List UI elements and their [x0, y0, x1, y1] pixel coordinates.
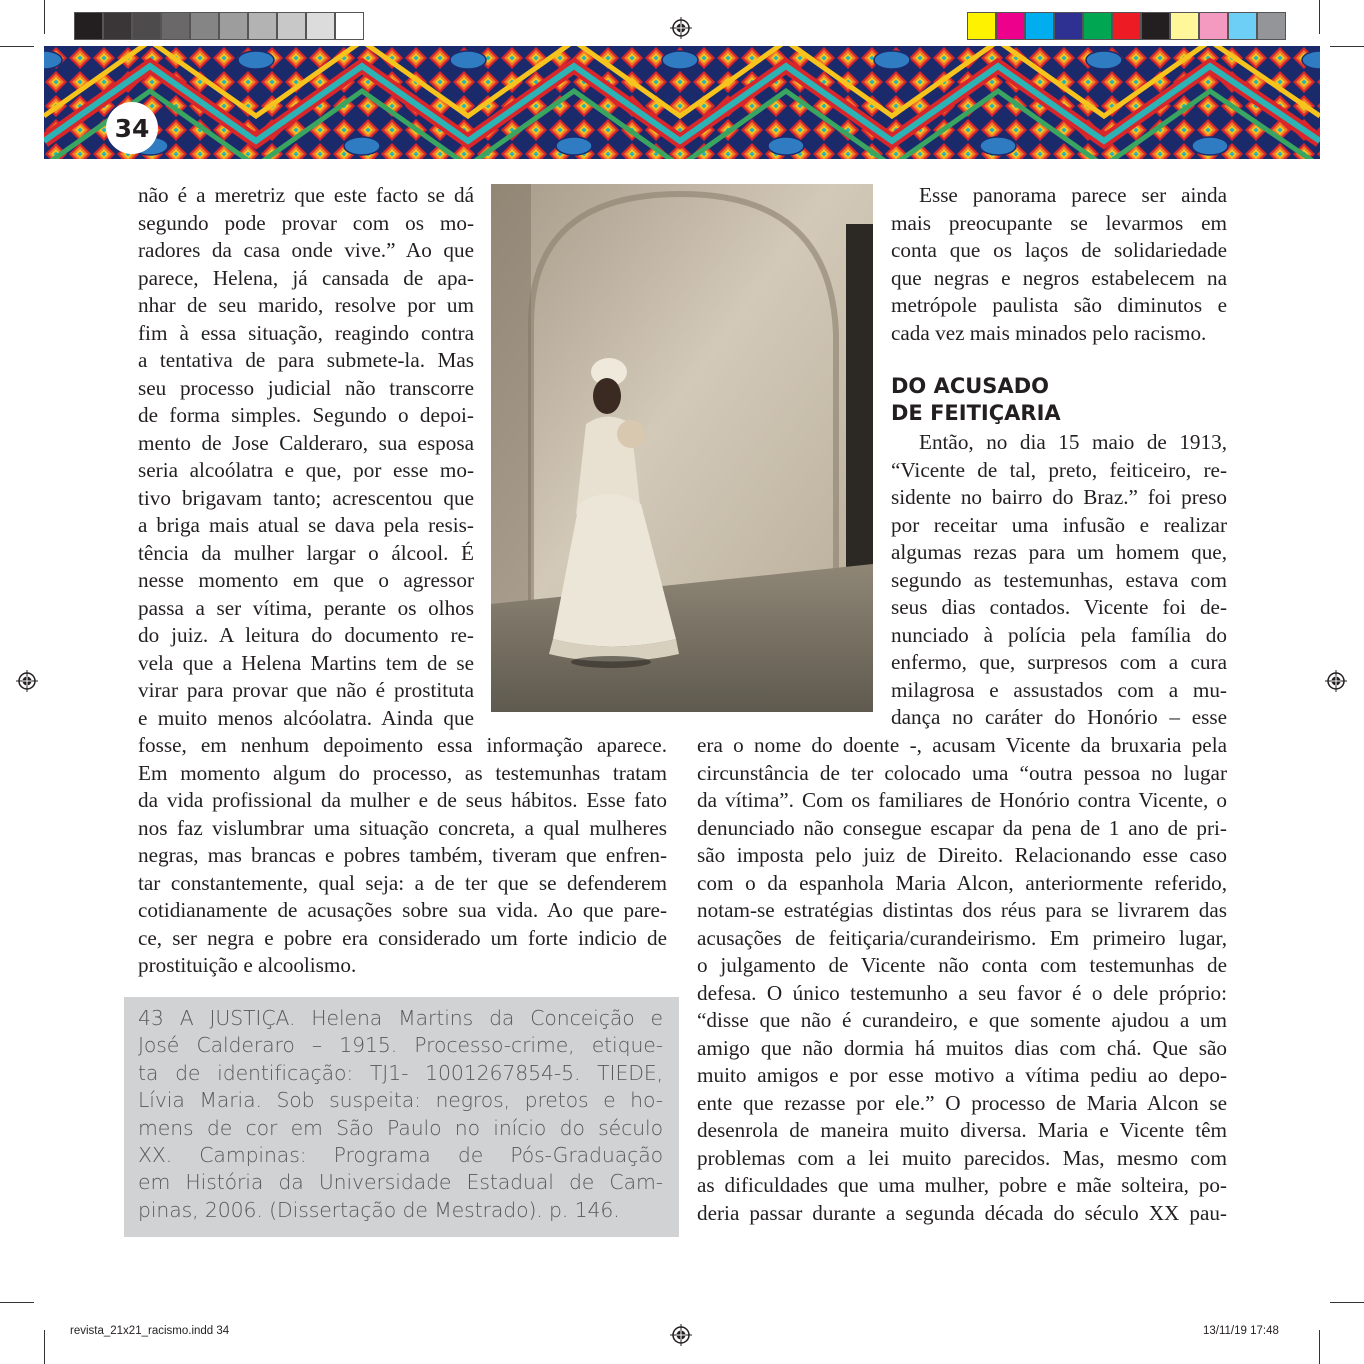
registration-mark-left-icon: [16, 670, 38, 692]
crop-mark: [0, 46, 34, 47]
left-narrow-line: tência da mulher largar o álcool. É: [138, 540, 474, 565]
left-narrow-line: tivo brigavam tanto; acrescentou que: [138, 485, 474, 510]
gray-swatch: [335, 12, 364, 40]
crop-mark: [0, 1302, 34, 1303]
right-intro-line: Esse panorama parece ser ainda: [919, 183, 1227, 207]
left-narrow-line: a briga mais atual se dava pela resis-: [138, 513, 474, 537]
right-narrow-line: Então, no dia 15 maio de 1913,: [919, 430, 1227, 454]
color-swatch: [1257, 12, 1286, 40]
left-narrow-line: seria alcoólatra e que, por esse mo-: [138, 458, 474, 482]
right-narrow-line: algumas rezas para um homem que,: [891, 540, 1227, 564]
left-narrow-line: de forma simples. Segundo o depoi-: [138, 403, 474, 427]
footnote-line: mens de cor em São Paulo no início do século: [138, 1115, 663, 1140]
section-heading: [891, 373, 1227, 427]
gray-swatch: [277, 12, 306, 40]
right-narrow-line: nunciado à polícia pela família do: [891, 622, 1227, 647]
left-narrow-line: a tentativa de para submete-la. Mas: [138, 348, 474, 372]
footnote-line: José Calderaro – 1915. Processo-crime, etique-: [138, 1033, 663, 1058]
right-intro-line: mais preocupante se levarmos em: [891, 210, 1227, 235]
process-color-bar: [967, 12, 1286, 42]
left-narrow-line: passa a ser vítima, perante os olhos: [138, 595, 474, 620]
right-intro-line: que negras e negros estabelecem na: [891, 265, 1227, 290]
left-narrow-line: parece, Helena, já cansada de apa-: [138, 265, 474, 290]
right-wide-line: acusações de feitiçaria/curandeirismo. Em primeiro lugar,: [697, 925, 1227, 950]
registration-mark-right-icon: [1325, 670, 1347, 692]
crop-mark: [1319, 0, 1320, 34]
gray-swatch: [161, 12, 190, 40]
color-swatch: [1228, 12, 1257, 40]
footnote-line: XX. Campinas: Programa de Pós-Graduação: [138, 1143, 663, 1168]
registration-mark-top-icon: [670, 17, 692, 39]
right-wide-line: “disse que não é curandeiro, e que somente ajudou a um: [697, 1008, 1227, 1032]
left-wide-line: fosse, em nenhum depoimento essa informação aparece.: [138, 733, 667, 757]
left-narrow-line: e muito menos alcóolatra. Ainda que: [138, 705, 474, 730]
footnote-line: pinas, 2006. (Dissertação de Mestrado). p. 146.: [138, 1197, 620, 1222]
left-column-wide-text: [138, 732, 667, 980]
footnote-line: 43 A JUSTIÇA. Helena Martins da Conceição e: [138, 1006, 663, 1030]
color-swatch: [1025, 12, 1054, 40]
gray-swatch: [103, 12, 132, 40]
registration-mark-bottom-icon: [670, 1324, 692, 1346]
right-narrow-line: sidente no bairro do Braz.” foi preso: [891, 485, 1227, 509]
footnote-box: [124, 997, 679, 1237]
right-wide-line: desenrola de maneira muito diversa. Maria e Vicente têm: [697, 1118, 1227, 1142]
right-intro-line: metrópole paulista são diminutos e: [891, 293, 1227, 317]
right-wide-line: ente que rezasse por ele.” O processo de Maria Alcon se: [697, 1090, 1227, 1115]
crop-mark: [44, 1330, 45, 1364]
crop-mark: [1319, 1330, 1320, 1364]
left-narrow-line: virar para provar que não é prostituta: [138, 678, 474, 702]
right-narrow-line: segundo as testemunhas, estava com: [891, 567, 1227, 592]
right-narrow-line: dança no caráter do Honório – esse: [891, 705, 1227, 729]
left-wide-line: da vida profissional da mulher e de seus hábitos. Esse fato: [138, 788, 667, 812]
page-number: 34: [106, 102, 158, 154]
right-wide-line: da vítima”. Com os familiares de Honório contra Vicente, o: [697, 788, 1227, 812]
left-narrow-line: segundo pode provar com os mo-: [138, 210, 474, 235]
slug-file-name: revista_21x21_racismo.indd 34: [70, 1325, 230, 1337]
left-narrow-line: não é a meretriz que este facto se dá: [138, 183, 474, 207]
right-wide-line: denunciado não consegue escapar da pena de 1 ano de pri-: [697, 815, 1227, 840]
left-wide-line: tar constantemente, qual seja: a de ter que se defenderem: [138, 870, 667, 895]
right-wide-line: muito amigos e por esse motivo a vítima pediu ao depo-: [697, 1063, 1227, 1087]
footnote-line: Lívia Maria. Sob suspeita: negros, pretos e ho-: [138, 1088, 663, 1113]
section-heading-line-1: DO ACUSADO: [891, 374, 1049, 398]
left-wide-line: cotidianamente de acusações sobre sua vida. Ao que pare-: [138, 898, 667, 922]
right-narrow-line: seus dias contados. Vicente foi de-: [891, 595, 1227, 619]
right-intro-line: cada vez mais minados pelo racismo.: [891, 320, 1207, 345]
left-narrow-line: do juiz. A leitura do documento re-: [138, 623, 474, 647]
right-wide-line: notam-se estratégias distintas dos réus para se livrarem das: [697, 898, 1227, 922]
right-intro-line: conta que os laços de solidariedade: [891, 238, 1227, 262]
left-narrow-line: seu processo judicial não transcorre: [138, 375, 474, 400]
right-column-wide-text: [697, 732, 1227, 1227]
right-wide-line: defesa. O único testemunho a seu favor é o dele próprio:: [697, 980, 1227, 1005]
right-wide-line: com o da espanhola Maria Alcon, anteriormente referido,: [697, 870, 1227, 895]
left-column-narrow-text: [138, 182, 474, 732]
right-wide-line: problemas com a lei muito parecidos. Mas, mesmo com: [697, 1145, 1227, 1170]
gray-swatch: [132, 12, 161, 40]
right-narrow-line: enfermo, que, surpresos com a cura: [891, 650, 1227, 674]
left-narrow-line: fim à essa situação, reagindo contra: [138, 320, 474, 345]
color-swatch: [1199, 12, 1228, 40]
color-swatch: [1112, 12, 1141, 40]
gray-swatch: [306, 12, 335, 40]
left-narrow-line: vela que a Helena Martins tem de se: [138, 650, 474, 675]
left-narrow-line: radores da casa onde vive.” Ao que: [138, 238, 474, 262]
right-narrow-line: milagrosa e assustados com a mu-: [891, 677, 1227, 702]
left-narrow-line: mento de Jose Calderaro, sua esposa: [138, 430, 474, 455]
right-wide-line: o julgamento de Vicente não conta com testemunhas de: [697, 953, 1227, 977]
right-wide-line: circunstância de ter colocado uma “outra pessoa no lugar: [697, 760, 1227, 785]
gray-swatch: [190, 12, 219, 40]
left-wide-line: Em momento algum do processo, as testemunhas tratam: [138, 760, 667, 785]
right-column-narrow-text: [891, 429, 1227, 732]
left-wide-line: nos faz vislumbrar uma situação concreta, a qual mulheres: [138, 815, 667, 840]
left-wide-line: ce, ser negra e pobre era considerado um forte indicio de: [138, 925, 667, 950]
color-swatch: [1054, 12, 1083, 40]
footnote-line: ta de identificação: TJ1- 1001267854-5. TIEDE,: [138, 1060, 663, 1085]
crop-mark: [1330, 1302, 1364, 1303]
crop-mark: [44, 0, 45, 34]
gray-swatch: [248, 12, 277, 40]
color-swatch: [967, 12, 996, 40]
left-wide-line: negras, mas brancas e pobres também, tiveram que enfren-: [138, 843, 667, 867]
right-narrow-line: “Vicente de tal, preto, feiticeiro, re-: [891, 457, 1227, 482]
gray-swatch: [219, 12, 248, 40]
crop-mark: [1330, 46, 1364, 47]
gray-swatch: [74, 12, 103, 40]
right-narrow-line: por receitar uma infusão e realizar: [891, 512, 1227, 537]
color-swatch: [996, 12, 1025, 40]
right-wide-line: são imposta pelo juiz de Direito. Relacionando esse caso: [697, 843, 1227, 867]
decorative-pattern-band: [44, 46, 1320, 159]
color-swatch: [1083, 12, 1112, 40]
right-wide-line: as dificuldades que uma mulher, pobre e mãe solteira, po-: [697, 1173, 1227, 1197]
left-narrow-line: nesse momento em que o agressor: [138, 568, 474, 592]
right-wide-line: deria passar durante a segunda década do século XX pau-: [697, 1200, 1227, 1225]
right-wide-line: amigo que não dormia há muitos dias com chá. Que são: [697, 1035, 1227, 1060]
footnote-text: [138, 1005, 663, 1224]
historical-photograph: [491, 184, 873, 712]
color-swatch: [1141, 12, 1170, 40]
footnote-line: em História da Universidade Estadual de Cam-: [138, 1170, 663, 1195]
section-heading-line-2: DE FEITIÇARIA: [891, 401, 1061, 425]
right-wide-line: era o nome do doente -, acusam Vicente da bruxaria pela: [697, 733, 1227, 757]
gray-color-bar: [74, 12, 364, 42]
right-column-intro-text: [891, 182, 1227, 347]
slug-date: 13/11/19 17:48: [1203, 1325, 1279, 1337]
left-narrow-line: nhar de seu marido, resolve por um: [138, 293, 474, 317]
left-wide-line: prostituição e alcoolismo.: [138, 953, 357, 977]
color-swatch: [1170, 12, 1199, 40]
